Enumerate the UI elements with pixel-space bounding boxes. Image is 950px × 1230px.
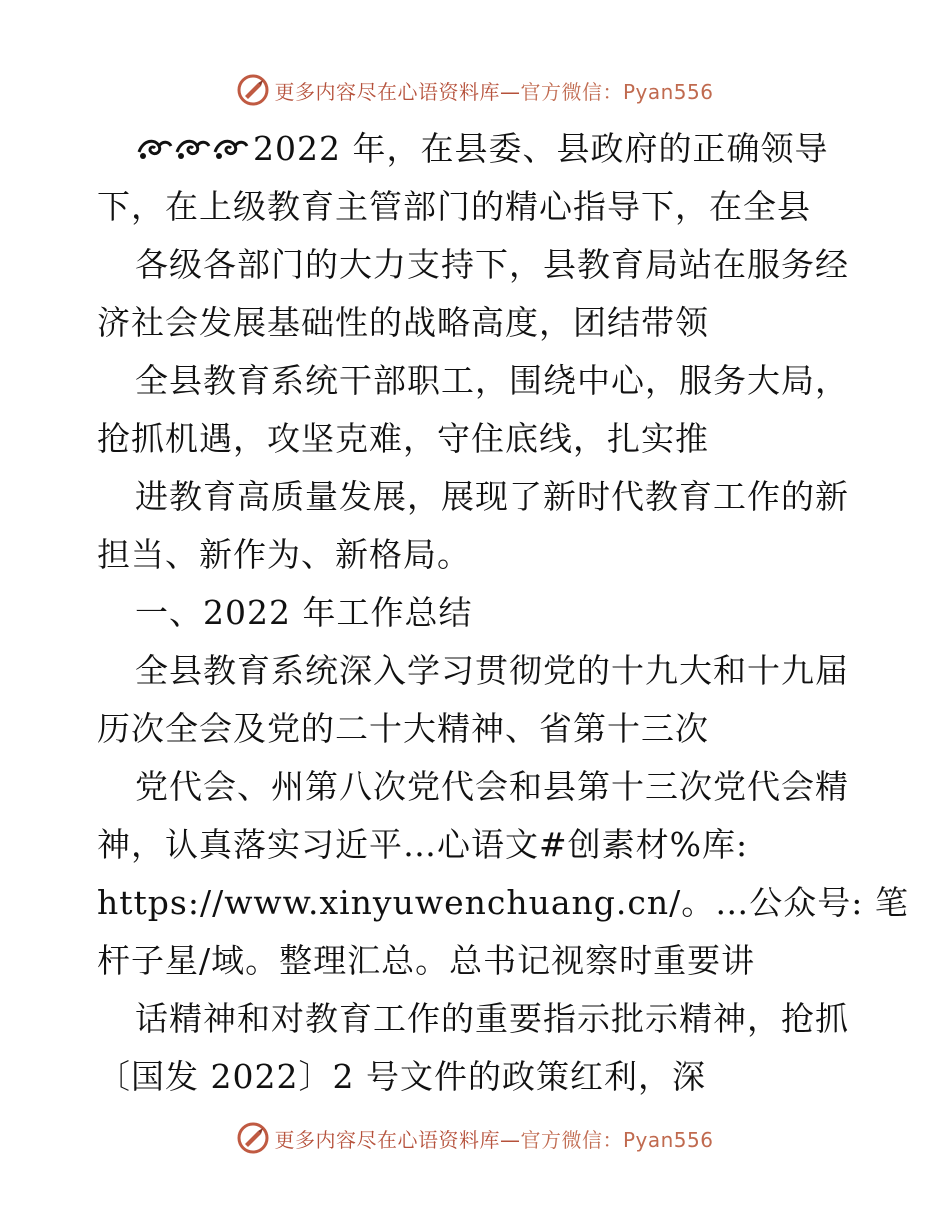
text-line — [97, 758, 867, 816]
text-line-content: 担当、新作为、新格局。 — [97, 535, 471, 574]
decorative-swirl-icon — [135, 126, 253, 166]
text-line — [97, 236, 867, 294]
text-line — [97, 990, 867, 1048]
watermark-banner-bottom — [0, 1118, 950, 1158]
watermark-text: 更多内容尽在心语资料库—官方微信：Pyan556 — [274, 79, 714, 104]
text-line-content: https://www.xinyuwenchuang.cn/。…公众号: 笔 — [97, 883, 909, 922]
text-line — [97, 1048, 867, 1106]
text-line — [97, 178, 867, 236]
logo-icon — [236, 1121, 270, 1155]
watermark-banner-top — [0, 70, 950, 110]
text-line-content: 神，认真落实习近平…心语文#创素材%库: — [97, 825, 749, 864]
watermark-text: 更多内容尽在心语资料库—官方微信：Pyan556 — [274, 1127, 714, 1152]
text-line — [97, 642, 867, 700]
text-line-content: 全县教育系统干部职工，围绕中心，服务大局， — [135, 361, 849, 400]
text-line-content: 全县教育系统深入学习贯彻党的十九大和十九届 — [135, 651, 849, 690]
text-line — [97, 468, 867, 526]
text-line — [97, 932, 867, 990]
text-line-content: 下，在上级教育主管部门的精心指导下，在全县 — [97, 187, 811, 226]
text-line — [97, 700, 867, 758]
text-line-content: 进教育高质量发展，展现了新时代教育工作的新 — [135, 477, 849, 516]
text-line-content: 杆子星/域。整理汇总。总书记视察时重要讲 — [97, 941, 756, 980]
text-line-content: 党代会、州第八次党代会和县第十三次党代会精 — [135, 767, 849, 806]
text-line — [97, 352, 867, 410]
text-line — [97, 294, 867, 352]
text-line — [97, 526, 867, 584]
text-line-content: 抢抓机遇，攻坚克难，守住底线，扎实推 — [97, 419, 709, 458]
text-line — [97, 874, 909, 932]
text-line — [97, 816, 867, 874]
text-line-content: 话精神和对教育工作的重要指示批示精神，抢抓 — [135, 999, 849, 1038]
text-line-content: 历次全会及党的二十大精神、省第十三次 — [97, 709, 709, 748]
document-body — [97, 120, 909, 1106]
text-line-content: 〔国发 2022〕2 号文件的政策红利，深 — [97, 1057, 706, 1096]
text-line — [97, 120, 867, 178]
text-line — [97, 584, 867, 642]
text-line-content: 各级各部门的大力支持下，县教育局站在服务经 — [135, 245, 849, 284]
text-line-content: 济社会发展基础性的战略高度，团结带领 — [97, 303, 709, 342]
text-line-content: 2022 年，在县委、县政府的正确领导 — [253, 129, 829, 168]
logo-icon — [236, 73, 270, 107]
text-line — [97, 410, 867, 468]
text-line-content: 一、2022 年工作总结 — [135, 593, 473, 632]
